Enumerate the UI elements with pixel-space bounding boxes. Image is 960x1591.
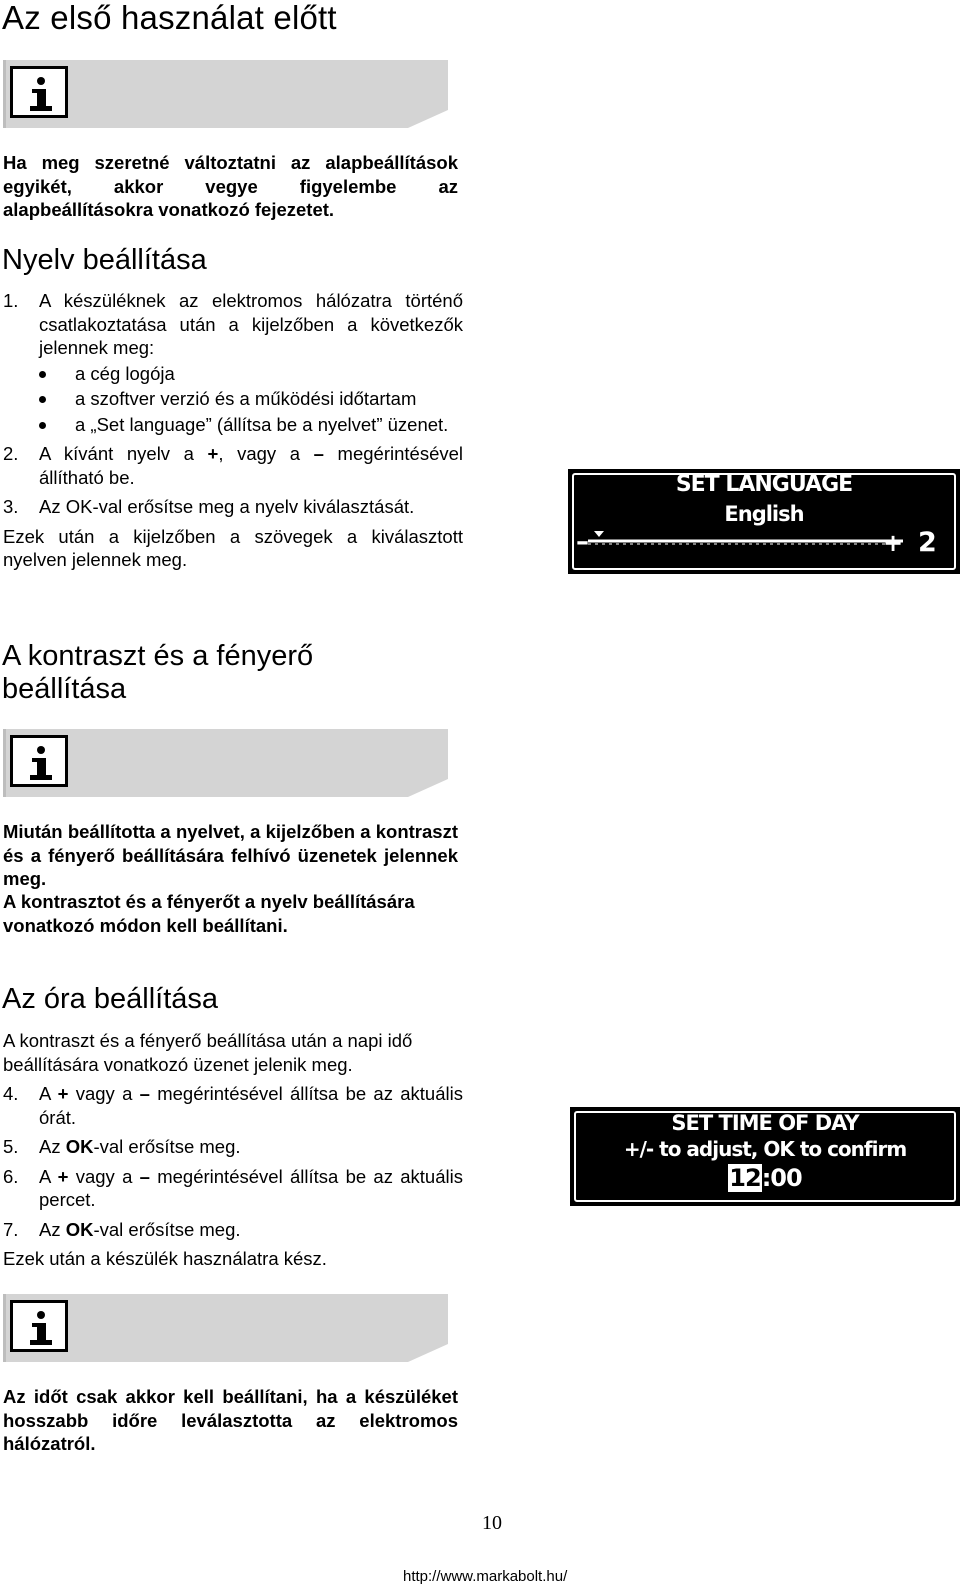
step-6: 6. A + vagy a – megérintésével állítsa be az aktuális percet. [3,1165,463,1210]
minus-symbol: – [576,527,589,557]
step-2: 2. A kívánt nyelv a +, vagy a – megérintésével állítható be. [3,443,464,488]
banner-background [3,60,454,128]
time-value [570,1164,960,1192]
language-index: 2 [918,527,937,558]
step-7: 7. Az OK-val erősítse meg. [3,1218,241,1240]
step-5: 5. Az OK-val erősítse meg. [3,1136,241,1157]
hours-value: 12 [729,1164,761,1192]
page-number: 10 [482,1512,502,1534]
language-display [568,469,960,574]
info-icon [10,735,68,787]
contrast-info-1: Miután beállította a nyelvet, a kijelzőben a kontraszt és a fényerő beállítására felhívó üzenetek jelennek meg. [3,821,458,889]
language-steps [3,289,463,572]
clock-closing: Ezek után a készülék használatra kész. [3,1248,327,1269]
info-note: Ha meg szeretné változtatni az alapbeállítások egyikét, akkor vegye figyelembe az alapbeállításokra vonatkozó fejezetet. [3,152,458,220]
footer-url[interactable]: http://www.markabolt.hu/ [403,1568,568,1585]
display-line-1: SET TIME OF DAY [671,1111,859,1135]
page-title: Az első használat előtt [2,0,337,36]
clock-steps [3,1082,463,1271]
clock-intro: A kontraszt és a fényerő beállítása után a napi idő beállítására vonatkozó üzenet jelenik meg. [3,1030,413,1075]
final-info: Az időt csak akkor kell beállítani, ha a készüléket hosszabb időre leválasztotta az elektromos hálózatról. [3,1386,458,1454]
step-4: 4. A + vagy a – megérintésével állítsa be az aktuális órát. [3,1083,463,1128]
bullet-item: a „Set language” (állítsa be a nyelvet” üzenet. [3,413,463,437]
info-icon [10,66,68,118]
info-icon [10,1300,68,1352]
info-banner [3,1294,454,1362]
info-banner [3,729,454,797]
step-1: 1. A készüléknek az elektromos hálózatra történő csatlakoztatása után a kijelzőben a következők jelennek meg: [3,290,463,358]
contrast-info-2: A kontrasztot és a fényerőt a nyelv beállítására vonatkozó módon kell beállítani. [3,891,415,936]
banner-background [3,729,454,797]
language-closing: Ezek után a kijelzőben a szövegek a kiválasztott nyelven jelennek meg. [3,525,463,570]
language-heading: Nyelv beállítása [2,244,207,276]
bullet-item: a cég logója [3,362,463,386]
minutes-value: :00 [761,1164,802,1192]
clock-heading: Az óra beállítása [2,983,219,1015]
banner-background [3,1294,454,1362]
time-display [570,1107,960,1206]
bullet-item: a szoftver verzió és a működési időtartam [3,387,463,411]
contrast-heading: A kontraszt és a fényerő beállítása [2,640,314,705]
step-3: 3. Az OK-val erősítse meg a nyelv kiválasztását. [3,496,415,517]
display-line-1: SET LANGUAGE [675,472,853,497]
display-line-2: English [724,502,804,526]
info-banner [3,60,454,128]
display-line-2: +/- to adjust, OK to confirm [623,1137,907,1161]
plus-symbol: + [883,529,904,557]
